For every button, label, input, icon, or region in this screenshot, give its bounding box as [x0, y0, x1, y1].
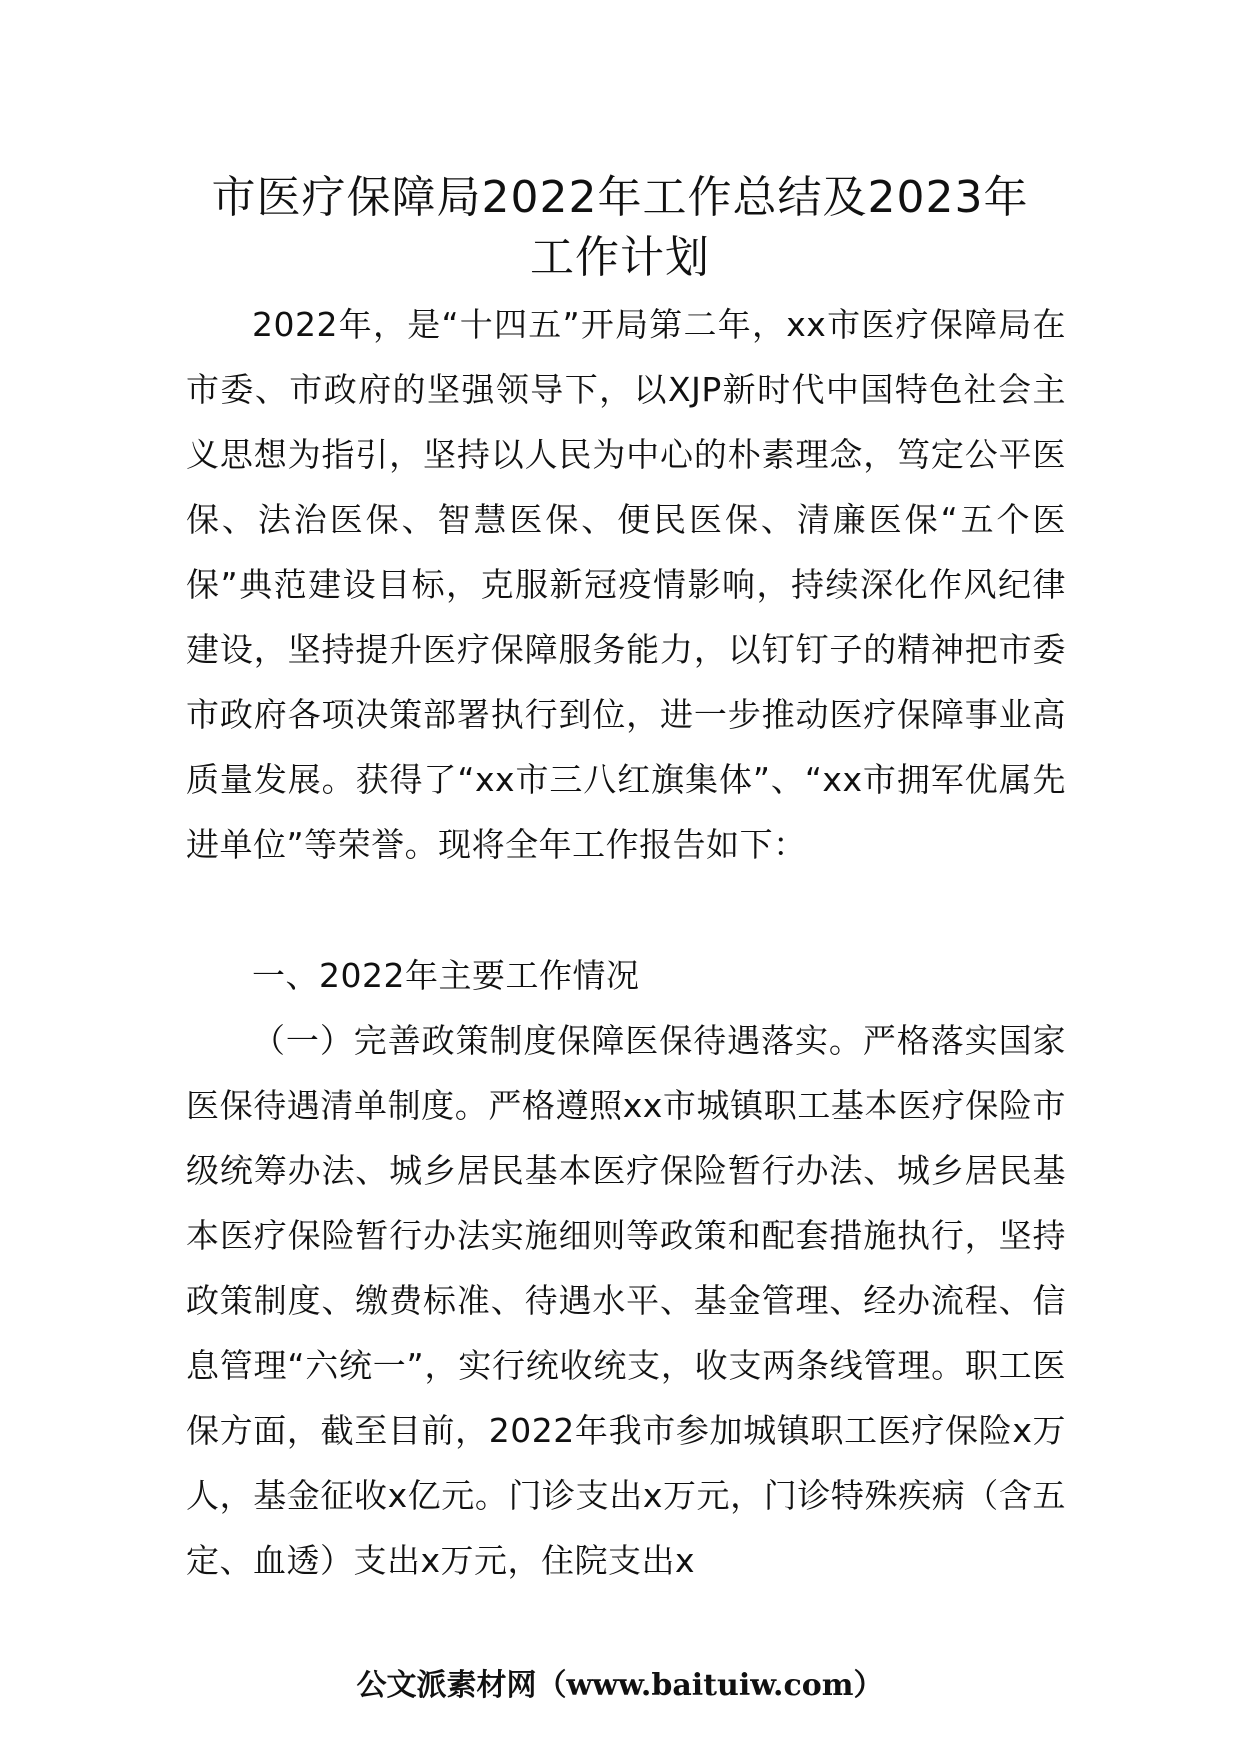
document-title-line-2: 工作计划 [530, 232, 710, 283]
section-heading: 一、2022年主要工作情况 [252, 956, 640, 995]
policy-paragraph: （一）完善政策制度保障医保待遇落实。严格落实国家医保待遇清单制度。严格遵照xx市城镇职工基本医疗保险市级统筹办法、城乡居民基本医疗保险暂行办法、城乡居民基本医疗保险暂行办法实施细则等政策和配套措施执行，坚持政策制度、缴费标准、待遇水平、基金管理、经办流程、信息管理“六统一”，实行统收统支，收支两条线管理。职工医保方面，截至目前，2022年我市参加城镇职工医疗保险x万人，基金征收x亿元。门诊支出x万元，门诊特殊疾病（含五定、血透）支出x万元，住院支出x [186, 1021, 1066, 1580]
intro-paragraph: 2022年，是“十四五”开局第二年，xx市医疗保障局在市委、市政府的坚强领导下，以XJP新时代中国特色社会主义思想为指引，坚持以人民为中心的朴素理念，笃定公平医保、法治医保、智慧医保、便民医保、清廉医保“五个医保”典范建设目标，克服新冠疫情影响，持续深化作风纪律建设，坚持提升医疗保障服务能力，以钉钉子的精神把市委市政府各项决策部署执行到位，进一步推动医疗保障事业高质量发展。获得了“xx市三八红旗集体”、“xx市拥军优属先进单位”等荣誉。现将全年工作报告如下： [186, 305, 1066, 864]
intro-paragraph-block [186, 292, 1066, 877]
policy-paragraph-block [186, 1008, 1066, 1593]
footer-watermark: 公文派素材网（www.baituiw.com） [356, 1668, 884, 1703]
section-heading-block [186, 943, 1066, 1008]
document-title-line-1: 市医疗保障局2022年工作总结及2023年 [211, 172, 1029, 223]
